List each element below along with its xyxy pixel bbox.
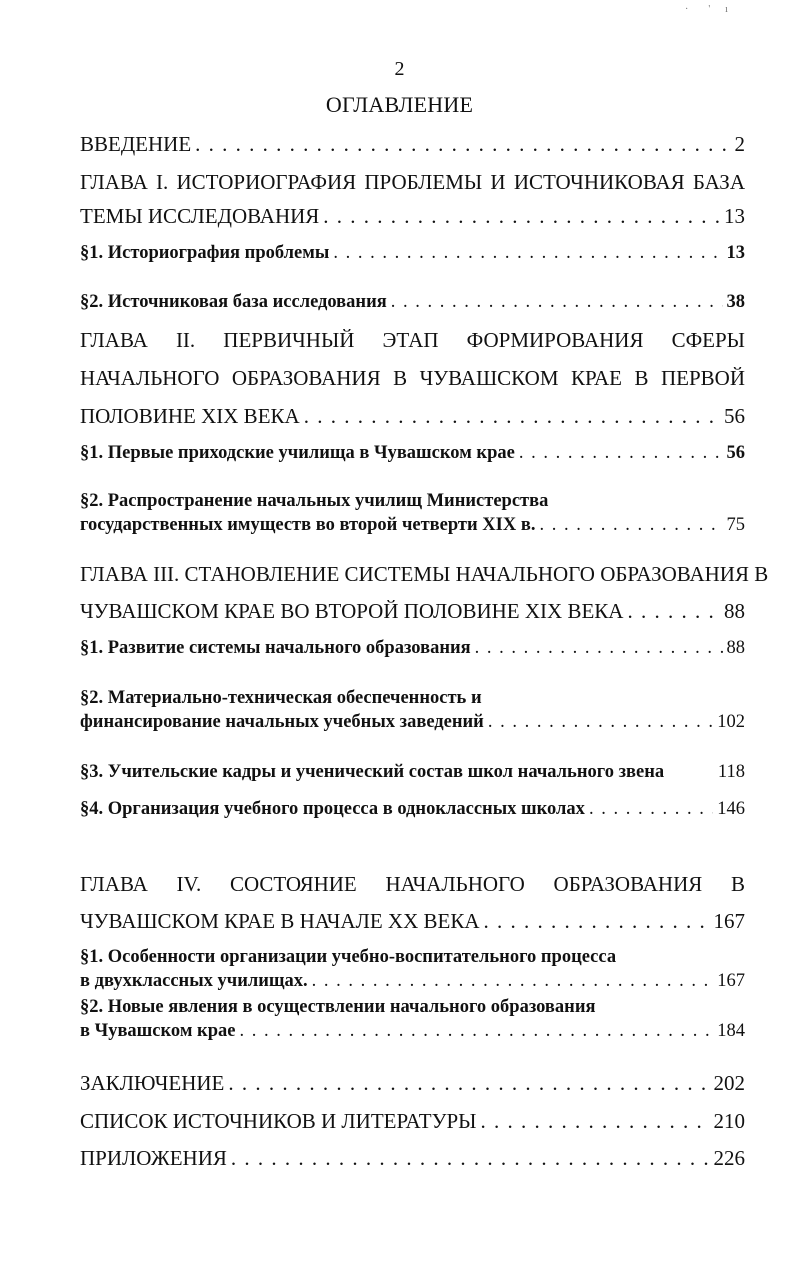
toc-entry-page: 88 bbox=[724, 599, 745, 623]
toc-entry-label: финансирование начальных учебных заведений bbox=[80, 712, 484, 732]
dot-leader bbox=[231, 1146, 710, 1171]
toc-chapter-2-line2[interactable]: НАЧАЛЬНОГО ОБРАЗОВАНИЯ В ЧУВАШСКОМ КРАЕ В ПЕРВОЙ bbox=[80, 366, 745, 390]
toc-entry-page: 56 bbox=[724, 404, 745, 428]
dot-leader bbox=[475, 638, 723, 659]
toc-chapter-1-line1[interactable]: ГЛАВА I. ИСТОРИОГРАФИЯ ПРОБЛЕМЫ И ИСТОЧНИКОВАЯ БАЗА bbox=[80, 170, 745, 194]
toc-entry-label: ВВЕДЕНИЕ bbox=[80, 132, 192, 156]
toc-entry-page: 210 bbox=[713, 1109, 745, 1133]
scan-specks: · ' ı bbox=[685, 4, 728, 15]
dot-leader bbox=[323, 204, 720, 229]
dot-leader bbox=[333, 243, 722, 264]
dot-leader bbox=[481, 1109, 710, 1134]
toc-entry-conclusion[interactable] bbox=[80, 1071, 745, 1096]
toc-entry-ch1-s1[interactable] bbox=[80, 243, 745, 264]
toc-chapter-4-line1[interactable]: ГЛАВА IV. СОСТОЯНИЕ НАЧАЛЬНОГО ОБРАЗОВАНИЯ В bbox=[80, 872, 745, 896]
toc-chapter-3-line1[interactable]: ГЛАВА III. СТАНОВЛЕНИЕ СИСТЕМЫ НАЧАЛЬНОГО ОБРАЗОВАНИЯ В bbox=[80, 562, 769, 586]
page-number: 2 bbox=[394, 58, 405, 80]
toc-entry-label: §1. Развитие системы начального образования bbox=[80, 638, 471, 658]
toc-entry-chapter-1[interactable] bbox=[80, 204, 745, 229]
toc-entry-label: ЧУВАШСКОМ КРАЕ В НАЧАЛЕ XX ВЕКА bbox=[80, 909, 480, 933]
toc-entry-page: 102 bbox=[717, 712, 745, 732]
dot-leader bbox=[228, 1071, 709, 1096]
toc-entry-ch4-s1-line1[interactable]: §1. Особенности организации учебно-воспитательного процесса bbox=[80, 947, 617, 967]
toc-entry-ch2-s1[interactable] bbox=[80, 443, 745, 464]
dot-leader bbox=[627, 599, 720, 624]
toc-entry-label: СПИСОК ИСТОЧНИКОВ И ЛИТЕРАТУРЫ bbox=[80, 1109, 477, 1133]
toc-entry-ch3-s4[interactable] bbox=[80, 799, 745, 820]
toc-entry-page: 38 bbox=[726, 292, 745, 312]
toc-entry-label: государственных имуществ во второй четверти XIX в. bbox=[80, 515, 536, 535]
toc-entry-label: §2. Источниковая база исследования bbox=[80, 292, 387, 312]
toc-entry-page: 13 bbox=[726, 243, 745, 263]
toc-entry-page: 146 bbox=[717, 799, 745, 819]
toc-entry-ch3-s1[interactable] bbox=[80, 638, 745, 659]
toc-entry-page: 167 bbox=[717, 971, 745, 991]
toc-entry-ch4-s1[interactable] bbox=[80, 971, 745, 992]
dot-leader bbox=[488, 712, 713, 733]
toc-entry-label: §3. Учительские кадры и ученический состав школ начального звена bbox=[80, 762, 665, 782]
toc-entry-ch2-s2[interactable] bbox=[80, 515, 745, 536]
toc-entry-page: 75 bbox=[726, 515, 745, 535]
dot-leader bbox=[195, 132, 730, 157]
toc-entry-ch4-s2[interactable] bbox=[80, 1021, 745, 1042]
toc-entry-chapter-4[interactable] bbox=[80, 909, 745, 934]
toc-entry-ch2-s2-line1[interactable]: §2. Распространение начальных училищ Министерства bbox=[80, 491, 549, 511]
dot-leader bbox=[519, 443, 723, 464]
dot-leader bbox=[239, 1021, 713, 1042]
toc-entry-label: в Чувашском крае bbox=[80, 1021, 236, 1041]
dot-leader bbox=[484, 909, 710, 934]
toc-entry-sources[interactable] bbox=[80, 1109, 745, 1134]
toc-entry-label: §4. Организация учебного процесса в одноклассных школах bbox=[80, 799, 585, 819]
dot-leader bbox=[589, 799, 713, 820]
toc-entry-label: ПОЛОВИНЕ XIX ВЕКА bbox=[80, 404, 300, 428]
toc-entry-ch3-s3[interactable] bbox=[80, 762, 745, 783]
toc-entry-page: 226 bbox=[713, 1146, 745, 1170]
toc-entry-page: 88 bbox=[726, 638, 745, 658]
toc-entry-page: 202 bbox=[713, 1071, 745, 1095]
toc-entry-page: 167 bbox=[713, 909, 745, 933]
toc-entry-label: §1. Первые приходские училища в Чувашском крае bbox=[80, 443, 515, 463]
toc-entry-page: 2 bbox=[734, 132, 745, 156]
toc-entry-intro[interactable] bbox=[80, 132, 745, 157]
toc-entry-page: 184 bbox=[717, 1021, 745, 1041]
toc-chapter-2-line1[interactable]: ГЛАВА II. ПЕРВИЧНЫЙ ЭТАП ФОРМИРОВАНИЯ СФЕРЫ bbox=[80, 328, 745, 352]
toc-entry-appendix[interactable] bbox=[80, 1146, 745, 1171]
toc-entry-label: ЧУВАШСКОМ КРАЕ ВО ВТОРОЙ ПОЛОВИНЕ XIX ВЕКА bbox=[80, 599, 624, 623]
toc-entry-chapter-2[interactable] bbox=[80, 404, 745, 429]
toc-entry-label: в двухклассных училищах. bbox=[80, 971, 308, 991]
toc-entry-page: 13 bbox=[724, 204, 745, 228]
dot-leader bbox=[312, 971, 714, 992]
toc-entry-ch4-s2-line1[interactable]: §2. Новые явления в осуществлении начального образования bbox=[80, 997, 596, 1017]
dot-leader bbox=[539, 515, 722, 536]
toc-entry-label: ЗАКЛЮЧЕНИЕ bbox=[80, 1071, 225, 1095]
page-title: ОГЛАВЛЕНИЕ bbox=[325, 92, 474, 117]
toc-entry-ch3-s2-line1[interactable]: §2. Материально-техническая обеспеченность и bbox=[80, 688, 482, 708]
toc-entry-label: ТЕМЫ ИССЛЕДОВАНИЯ bbox=[80, 204, 320, 228]
toc-entry-page: 118 bbox=[717, 762, 745, 782]
toc-entry-chapter-3[interactable] bbox=[80, 599, 745, 624]
toc-entry-page: 56 bbox=[726, 443, 745, 463]
dot-leader bbox=[391, 292, 723, 313]
toc-entry-label: §1. Историография проблемы bbox=[80, 243, 330, 263]
toc-entry-label: ПРИЛОЖЕНИЯ bbox=[80, 1146, 227, 1170]
dot-leader bbox=[304, 404, 720, 429]
toc-entry-ch3-s2[interactable] bbox=[80, 712, 745, 733]
toc-entry-ch1-s2[interactable] bbox=[80, 292, 745, 313]
